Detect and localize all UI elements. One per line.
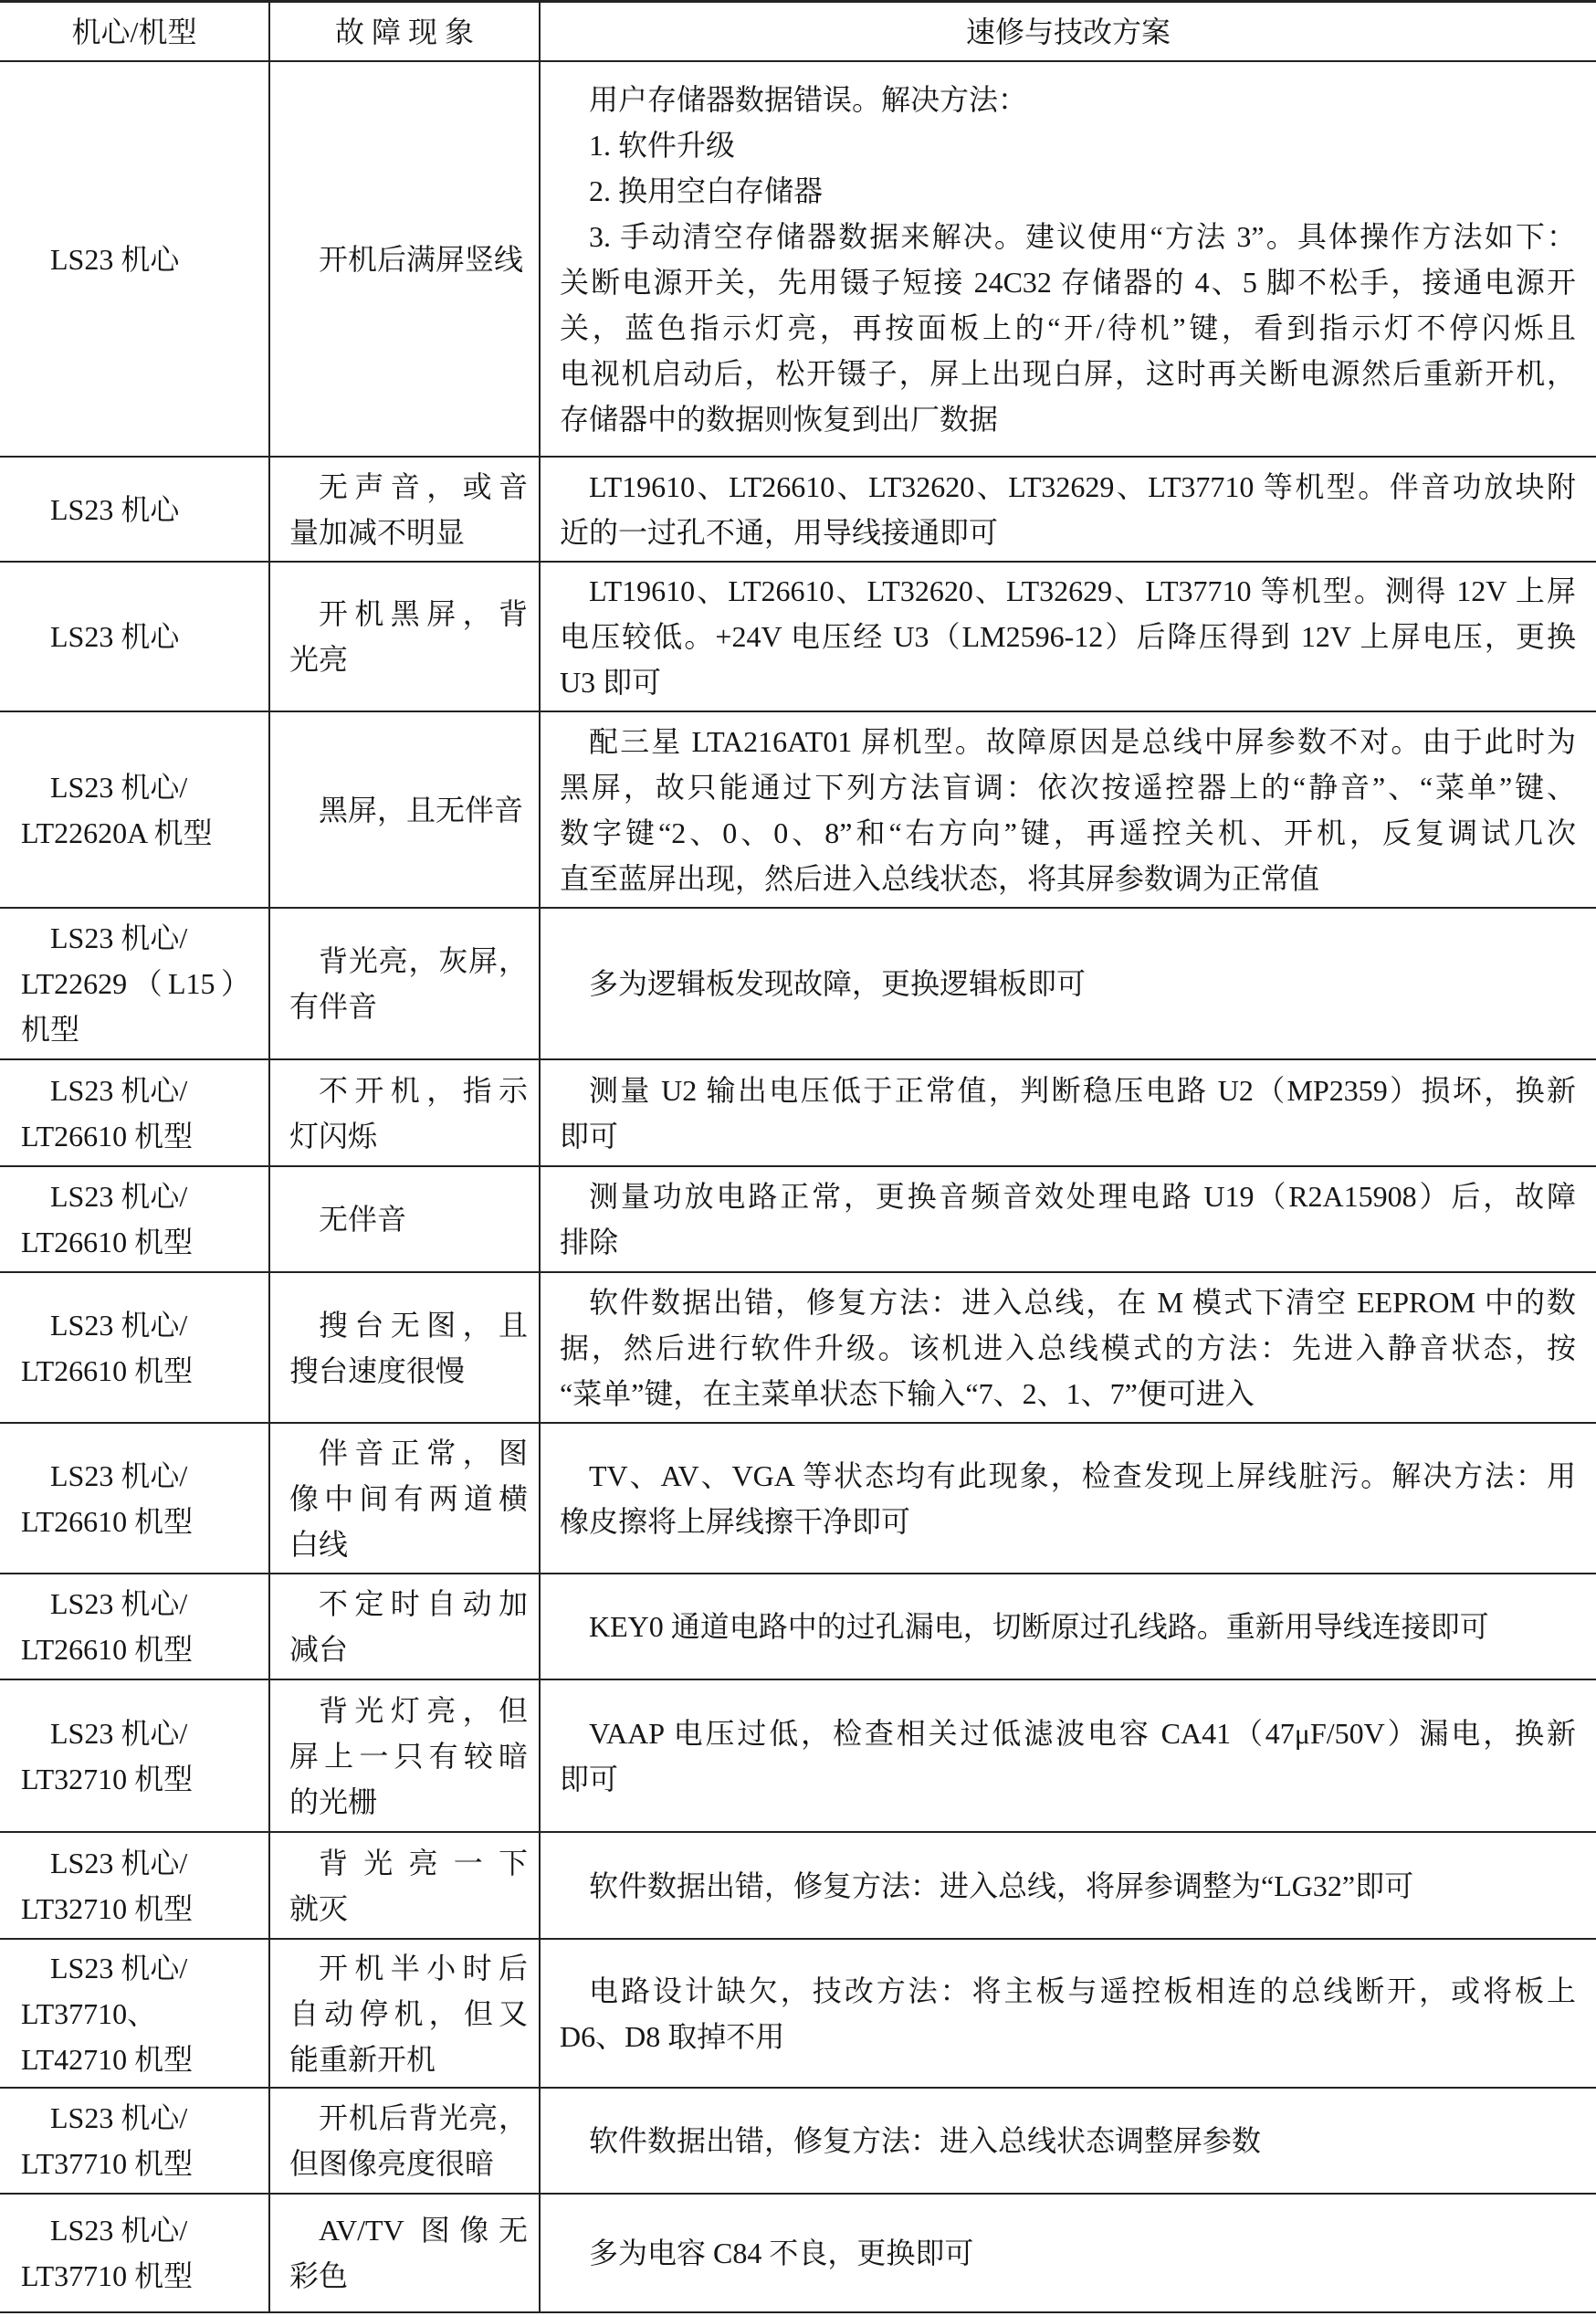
text-line: 用户存储器数据错误。解决方法：: [589, 82, 1028, 116]
text-line: LT37710 机型: [21, 2259, 194, 2292]
text-line: LT19610、LT26610、LT32620、LT32629、LT37710 等机型。伴音功放块附: [589, 469, 1576, 503]
fault-text: [289, 787, 528, 833]
fault-cell: [270, 62, 541, 456]
solution-paragraph: [560, 1068, 1576, 1159]
text-line: 近的一过孔不通，用导线接通即可: [560, 515, 999, 549]
model-text: [21, 1302, 250, 1394]
solution-paragraph: [560, 719, 1576, 901]
text-line: 背光亮，灰屏，: [319, 944, 528, 977]
solution-cell: [541, 1424, 1596, 1573]
solution-paragraph: [560, 1279, 1576, 1416]
text-line: LT22620A 机型: [21, 816, 213, 849]
solution-cell: [541, 62, 1596, 456]
model-cell: [0, 1680, 270, 1831]
text-line: 彩色: [289, 2259, 349, 2292]
text-line: 就灭: [289, 1891, 349, 1925]
fault-cell: [270, 458, 541, 561]
text-line: 3. 手动清空存储器数据来解决。建议使用“方法 3”。具体操作方法如下：: [589, 219, 1576, 253]
text-line: 机型: [21, 1013, 80, 1046]
text-line: U3 即可: [560, 666, 662, 699]
text-line: LS23 机心/: [50, 2101, 188, 2134]
fault-text: [289, 1688, 528, 1825]
text-line: 能重新开机: [289, 2042, 436, 2076]
text-line: 多为电容 C84 不良，更换即可: [589, 2237, 974, 2269]
model-cell: [0, 2089, 270, 2193]
text-line: LT26610 机型: [21, 1504, 194, 1538]
fault-text: [289, 1068, 528, 1159]
text-line: 电压较低。+24V 电压经 U3（LM2596-12）后降压得到 12V 上屏电压，更换: [560, 620, 1576, 653]
solution-paragraph: [560, 568, 1576, 705]
model-cell: [0, 1273, 270, 1422]
solution-cell: [541, 712, 1596, 907]
text-line: 开机后背光亮，: [319, 2101, 528, 2134]
model-cell: [0, 712, 270, 907]
solution-cell: [541, 2089, 1596, 2193]
fault-cell: [270, 909, 541, 1058]
model-text: [21, 614, 250, 659]
solution-paragraph: [560, 464, 1576, 555]
text-line: 有伴音: [289, 990, 378, 1023]
text-line: AV/TV 图像无: [319, 2214, 528, 2247]
model-cell: [0, 1060, 270, 1165]
text-line: 搜台无图，且: [319, 1308, 528, 1342]
solution-paragraph: [560, 2118, 1576, 2163]
text-line: 减台: [289, 1633, 349, 1666]
model-text: [21, 2207, 250, 2299]
text-line: 黑屏，故只能通过下列方法盲调：依次按遥控器上的“静音”、“菜单”键、: [560, 770, 1576, 804]
text-line: 关断电源开关，先用镊子短接 24C32 存储器的 4、5 脚不松手，接通电源开: [560, 265, 1576, 299]
text-line: 橡皮擦将上屏线擦干净即可: [560, 1504, 911, 1538]
table-row: [0, 1424, 1596, 1574]
table-row: [0, 1940, 1596, 2089]
text-line: LT32710 机型: [21, 1762, 194, 1795]
model-cell: [0, 1574, 270, 1679]
fault-cell: [270, 2195, 541, 2311]
text-line: LS23 机心: [50, 620, 180, 653]
text-line: LT19610、LT26610、LT32620、LT32629、LT37710 等机型。测得 12V 上屏: [589, 574, 1576, 607]
table-row: [0, 1060, 1596, 1167]
text-line: “菜单”键，在主菜单状态下输入“7、2、1、7”便可进入: [560, 1376, 1255, 1410]
text-line: LT26610 机型: [21, 1226, 194, 1258]
header-model-cell: 机心/机型: [0, 3, 270, 60]
model-text: [21, 1945, 250, 2082]
table-row: [0, 1680, 1596, 1833]
text-line: LT32710 机型: [21, 1891, 194, 1925]
text-line: 屏上一只有较暗: [289, 1739, 528, 1773]
model-text: [21, 1711, 250, 1802]
fault-text: [289, 237, 528, 282]
solution-paragraph: [560, 168, 1576, 214]
solution-cell: [541, 1273, 1596, 1422]
fault-text: [289, 1840, 528, 1932]
solution-paragraph: [560, 1711, 1576, 1802]
text-line: 白线: [289, 1527, 349, 1561]
text-line: 黑屏，且无伴音: [319, 793, 524, 826]
text-line: 无声音，或音: [319, 469, 528, 503]
solution-paragraph: [560, 961, 1576, 1006]
table-header-row: [0, 0, 1596, 62]
text-line: 1. 软件升级: [589, 128, 736, 162]
fault-cell: [270, 1940, 541, 2087]
text-line: LS23 机心/: [50, 770, 188, 804]
table-row: [0, 1574, 1596, 1680]
text-line: LS23 机心/: [50, 921, 188, 954]
model-cell: [0, 1424, 270, 1573]
text-line: 像中间有两道横: [289, 1481, 528, 1515]
model-cell: [0, 1167, 270, 1271]
solution-cell: [541, 909, 1596, 1058]
model-text: [21, 2095, 250, 2186]
text-line: 电路设计缺欠，技改方法：将主板与遥控板相连的总线断开，或将板上: [589, 1974, 1576, 2007]
fault-cell: [270, 1167, 541, 1271]
fault-cell: [270, 1060, 541, 1165]
fault-text: [289, 1581, 528, 1672]
text-line: 开机后满屏竖线: [319, 242, 524, 276]
model-text: [21, 1174, 250, 1265]
fault-text: [289, 2207, 528, 2299]
text-line: 开机半小时后: [319, 1951, 528, 1984]
text-line: LT42710 机型: [21, 2042, 194, 2076]
solution-cell: [541, 2195, 1596, 2311]
text-line: 关，蓝色指示灯亮，再按面板上的“开/待机”键，看到指示灯不停闪烁且: [560, 311, 1576, 344]
text-line: LT26610 机型: [21, 1119, 194, 1153]
text-line: LS23 机心/: [50, 1458, 188, 1492]
solution-cell: [541, 1940, 1596, 2087]
table-row: [0, 1273, 1596, 1424]
table-row: [0, 909, 1596, 1060]
text-line: LS23 机心/: [50, 1846, 188, 1879]
model-text: [21, 1840, 250, 1932]
fault-cell: [270, 1574, 541, 1679]
text-line: 配三星 LTA216AT01 屏机型。故障原因是总线中屏参数不对。由于此时为: [589, 724, 1576, 758]
fault-cell: [270, 1273, 541, 1422]
model-text: [21, 487, 250, 532]
text-line: 但图像亮度很暗: [289, 2147, 495, 2180]
solution-cell: [541, 563, 1596, 711]
text-line: 数字键“2、0、0、8”和“右方向”键，再遥控关机、开机，反复调试几次: [560, 816, 1576, 849]
text-line: LS23 机心/: [50, 2214, 188, 2247]
fault-text: [289, 464, 528, 555]
text-line: 电视机启动后，松开镊子，屏上出现白屏，这时再关断电源然后重新开机，: [560, 356, 1576, 390]
text-line: LS23 机心/: [50, 1716, 188, 1750]
text-line: LS23 机心: [50, 492, 180, 526]
model-text: [21, 915, 250, 1052]
text-line: 开机黑屏，背: [319, 597, 528, 630]
solution-cell: [541, 1680, 1596, 1831]
fault-cell: [270, 712, 541, 907]
table-row: [0, 62, 1596, 458]
text-line: 量加减不明显: [289, 515, 466, 549]
solution-cell: [541, 1833, 1596, 1938]
table-row: [0, 2089, 1596, 2195]
table-row: [0, 1167, 1596, 1273]
model-cell: [0, 1833, 270, 1938]
text-line: 自动停机，但又: [289, 1996, 528, 2030]
text-line: LT26610 机型: [21, 1633, 194, 1666]
model-cell: [0, 909, 270, 1058]
table-row: [0, 1833, 1596, 1940]
text-line: LT26610 机型: [21, 1353, 194, 1387]
text-line: LT37710 机型: [21, 2147, 194, 2180]
fault-text: [289, 1430, 528, 1567]
fault-text: [289, 591, 528, 682]
text-line: 即可: [560, 1119, 619, 1153]
solution-cell: [541, 1060, 1596, 1165]
text-line: 直至蓝屏出现，然后进入总线状态，将其屏参数调为正常值: [560, 861, 1320, 895]
solution-paragraph: [560, 1604, 1576, 1649]
solution-cell: [541, 1574, 1596, 1679]
model-text: [21, 1453, 250, 1544]
table-row: [0, 458, 1596, 563]
fault-text: [289, 1302, 528, 1394]
solution-paragraph: [560, 122, 1576, 168]
text-line: LS23 机心/: [50, 1073, 188, 1107]
text-line: LT37710、: [21, 1996, 157, 2030]
solution-paragraph: [560, 1453, 1576, 1544]
text-line: LT22629（L15）: [21, 967, 250, 1000]
fault-cell: [270, 1424, 541, 1573]
text-line: 搜台速度很慢: [289, 1353, 466, 1387]
text-line: 软件数据出错，修复方法：进入总线，将屏参调整为“LG32”即可: [589, 1869, 1414, 1902]
text-line: LS23 机心/: [50, 1951, 188, 1984]
text-line: VAAP 电压过低，检查相关过低滤波电容 CA41（47μF/50V）漏电，换新: [589, 1716, 1576, 1750]
fault-cell: [270, 2089, 541, 2193]
solution-paragraph: [560, 214, 1576, 442]
model-text: [21, 237, 250, 282]
model-cell: [0, 458, 270, 561]
table-row: [0, 2195, 1596, 2313]
model-text: [21, 1068, 250, 1159]
text-line: 不开机，指示: [319, 1073, 528, 1107]
text-line: 不定时自动加: [319, 1587, 528, 1620]
fault-cell: [270, 563, 541, 711]
fault-text: [289, 938, 528, 1029]
model-text: [21, 764, 250, 856]
text-line: 的光栅: [289, 1784, 378, 1818]
text-line: 据，然后进行软件升级。该机进入总线模式的方法：先进入静音状态，按: [560, 1331, 1576, 1364]
text-line: LS23 机心/: [50, 1587, 188, 1620]
text-line: 多为逻辑板发现故障，更换逻辑板即可: [589, 967, 1087, 1000]
fault-text: [289, 2095, 528, 2186]
text-line: 无伴音: [319, 1203, 407, 1236]
text-line: D6、D8 取掉不用: [560, 2019, 785, 2053]
fault-text: [289, 1945, 528, 2082]
fault-text: [289, 1196, 528, 1242]
table-row: [0, 712, 1596, 909]
solution-paragraph: [560, 1863, 1576, 1909]
header-fault-cell: 故 障 现 象: [270, 3, 541, 60]
model-cell: [0, 1940, 270, 2087]
solution-cell: [541, 458, 1596, 561]
text-line: LS23 机心/: [50, 1308, 188, 1342]
text-line: LS23 机心: [50, 242, 180, 276]
table-row: [0, 563, 1596, 712]
fault-cell: [270, 1680, 541, 1831]
text-line: 测量功放电路正常，更换音频音效处理电路 U19（R2A15908）后，故障: [589, 1180, 1576, 1213]
text-line: 背光灯亮，但: [319, 1693, 528, 1727]
solution-paragraph: [560, 2230, 1576, 2276]
solution-paragraph: [560, 1174, 1576, 1265]
text-line: 2. 换用空白存储器: [589, 174, 824, 207]
text-line: 光亮: [289, 643, 349, 676]
header-solution-cell: 速修与技改方案: [965, 15, 1171, 48]
text-line: 背光亮一下: [319, 1846, 528, 1879]
solution-paragraph: [560, 77, 1576, 122]
model-cell: [0, 563, 270, 711]
model-cell: [0, 2195, 270, 2311]
model-cell: [0, 62, 270, 456]
text-line: 伴音正常，图: [319, 1436, 528, 1469]
solution-paragraph: [560, 1968, 1576, 2059]
text-line: 软件数据出错，修复方法：进入总线状态调整屏参数: [589, 2124, 1262, 2157]
text-line: LS23 机心/: [50, 1180, 188, 1213]
text-line: 测量 U2 输出电压低于正常值，判断稳压电路 U2（MP2359）损坏，换新: [589, 1073, 1576, 1107]
text-line: 存储器中的数据则恢复到出厂数据: [560, 402, 999, 436]
model-text: [21, 1581, 250, 1672]
solution-cell: [541, 1167, 1596, 1271]
text-line: 软件数据出错，修复方法：进入总线，在 M 模式下清空 EEPROM 中的数: [589, 1285, 1576, 1319]
fault-cell: [270, 1833, 541, 1938]
text-line: KEY0 通道电路中的过孔漏电，切断原过孔线路。重新用导线连接即可: [589, 1610, 1489, 1643]
text-line: TV、AV、VGA 等状态均有此现象，检查发现上屏线脏污。解决方法：用: [589, 1458, 1576, 1492]
text-line: 即可: [560, 1762, 619, 1795]
text-line: 排除: [560, 1226, 619, 1258]
text-line: 灯闪烁: [289, 1119, 378, 1153]
